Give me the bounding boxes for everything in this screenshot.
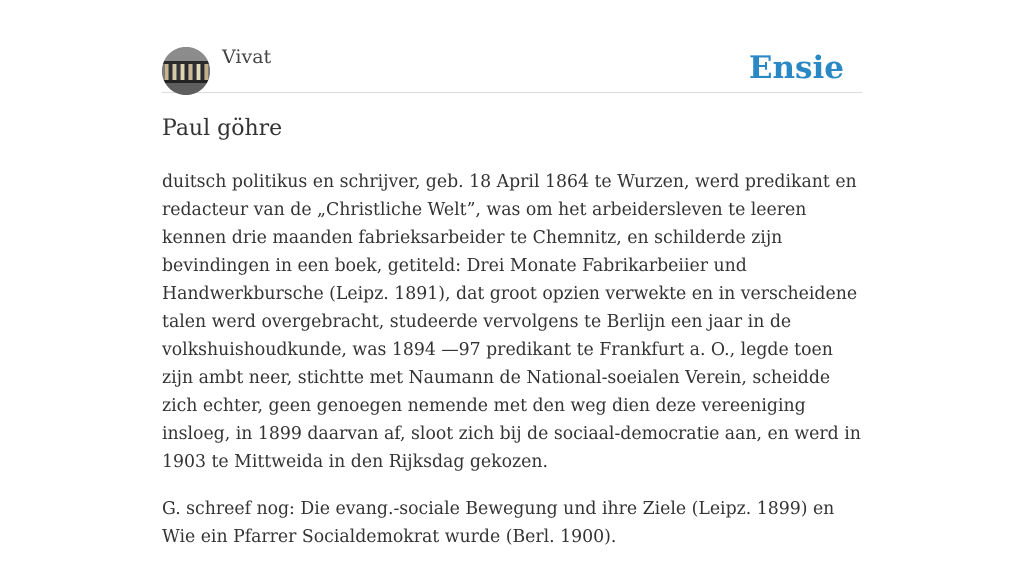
article-paragraph: G. schreef nog: Die evang.-sociale Bewegung und ihre Ziele (Leipz. 1899) en Wie ein Pfarrer Socialdemokrat wurde (Berl. 1900). — [162, 499, 835, 547]
article-body — [162, 168, 865, 570]
user-name-link[interactable]: Vivat — [222, 46, 272, 68]
brand-logo-link[interactable]: Ensie — [748, 50, 844, 86]
page — [162, 0, 862, 547]
header — [162, 0, 862, 93]
article-paragraph: duitsch politikus en schrijver, geb. 18 April 1864 te Wurzen, werd predikant en redacteur van de „Christliche Welt”, was om het arbeidersleven te leeren kennen drie maanden fabrieksarbeider te Chemnitz, en schilderde zijn bevindingen in een boek, getiteld: Drei Monate Fabrikarbeiier und Handwerkbursche (Leipz. 1891), dat groot opzien verwekte en in verscheidene talen werd overgebracht, studeerde vervolgens te Berlijn een jaar in de volkshuishoudkunde, was 1894 —97 predikant te Frankfurt a. O., legde toen zijn ambt neer, stichtte met Naumann de National-soeialen Verein, scheidde zich echter, geen genoegen nemende met den weg dien deze vereeniging insloeg, in 1899 daarvan af, sloot zich bij de sociaal-democratie aan, en werd in 1903 te Mittweida in den Rijksdag gekozen. — [162, 172, 861, 472]
avatar[interactable] — [162, 47, 210, 95]
page-title: Paul göhre — [162, 116, 283, 141]
bookshelf-avatar-icon — [162, 47, 210, 95]
